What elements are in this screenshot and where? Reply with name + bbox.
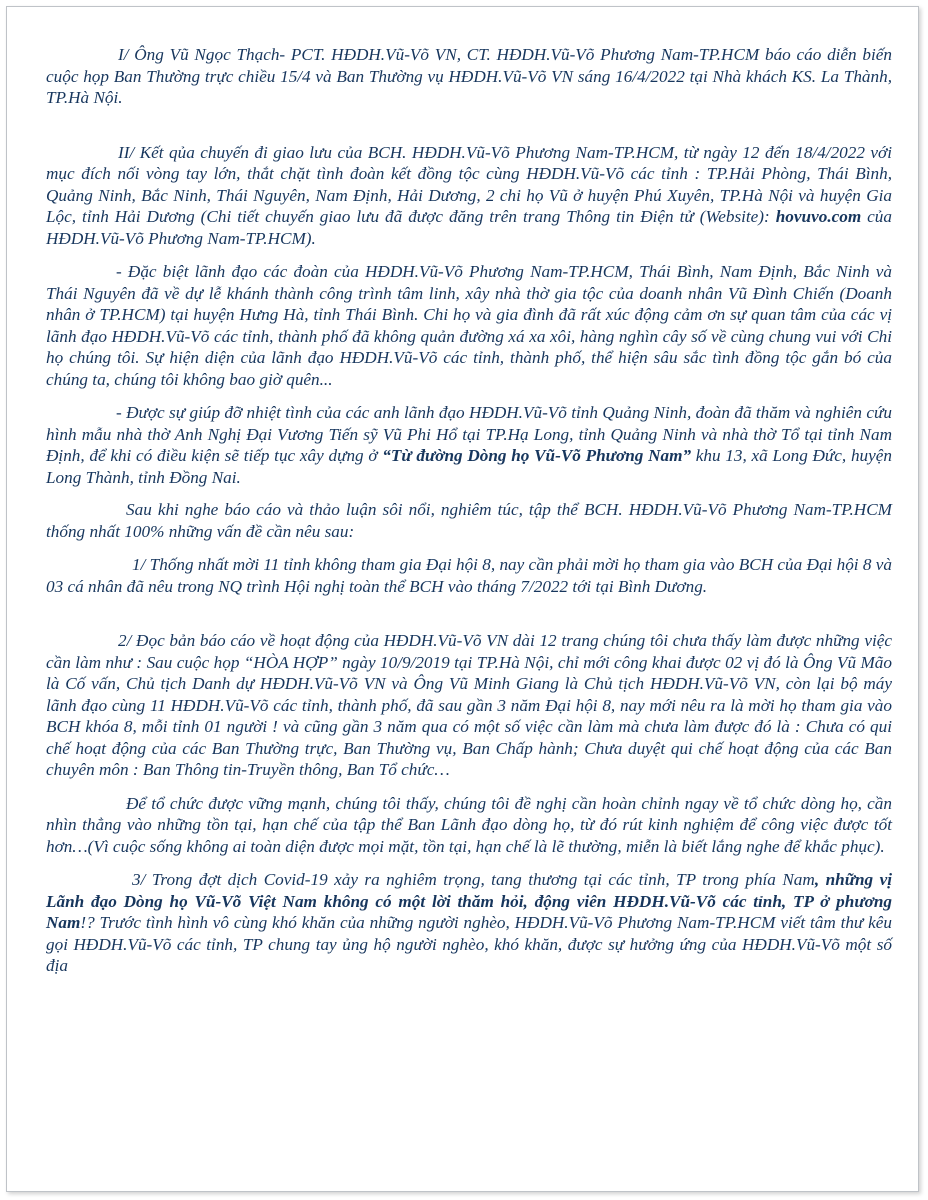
paragraph-1: I/ Ông Vũ Ngọc Thạch- PCT. HĐDH.Vũ-Võ VN, CT. HĐDH.Vũ-Võ Phương Nam-TP.HCM báo cáo diễn biến cuộc họp Ban Thường trực chiều 15/4 và Ban Thường vụ HĐDH.Vũ-Võ VN sáng 16/4/2022 tại Nhà khách KS. La Thành, TP.Hà Nội. <box>46 45 892 107</box>
paragraph-2: II/ Kết qủa chuyến đi giao lưu của BCH. HĐDH.Vũ-Võ Phương Nam-TP.HCM, từ ngày 12 đến 18/4/2022 với mục đích nối vòng tay lớn, thắt chặt tình đoàn kết đồng tộc cùng HĐDH.Vũ-Võ các tỉnh : TP.Hải Phòng, Thái Bình, Quảng Ninh, Bắc Ninh, Thái Nguyên, Nam Định, Hải Dương, 2 chi họ Vũ ở huyện Phú Xuyên, TP.Hà Nội và huyện Gia Lộc, tỉnh Hải Dương (Chi tiết chuyến giao lưu đã được đăng trên trang Thông tin Điện tử (Website): hovuvo.com của HĐDH.Vũ-Võ Phương Nam-TP.HCM). <box>46 142 892 248</box>
paragraph-7: 2/ Đọc bản báo cáo về hoạt động của HĐDH.Vũ-Võ VN dài 12 trang chúng tôi chưa thấy làm được những việc cần làm như : Sau cuộc họp “HÒA HỢP” ngày 10/9/2019 tại TP.Hà Nội, chỉ mới công khai được 02 vị đó là Ông Vũ Mão là Cố vấn, Chủ tịch Danh dự HĐDH.Vũ-Võ VN và Ông Vũ Minh Giang là Chủ tịch HĐDH.Vũ-Võ VN, còn lại bộ máy lãnh đạo cùng 11 HĐDH.Vũ-Võ các tỉnh, thành phố, đã sau gần 3 năm Đại hội 8, nay mới nêu ra là mời họ tham gia vào BCH khóa 8, mỗi tỉnh 01 người ! và cũng gần 3 năm qua có một số việc cần làm mà chưa làm được đó là : Chưa có qui chế hoạt động của các Ban Thường trực, Ban Thường vụ, Ban Chấp hành; Chưa duyệt qui chế hoạt động của các Ban chuyên môn : Ban Thông tin-Truyền thông, Ban Tổ chức… <box>46 631 892 779</box>
emphasis-text: , những vị Lãnh đạo Dòng họ Vũ-Võ Việt Nam không có một lời thăm hỏi, động viên HĐDH.Vũ-Võ các tỉnh, TP ở phương Nam <box>46 870 892 932</box>
website-link[interactable]: hovuvo.com <box>775 207 862 226</box>
document-body <box>46 44 892 977</box>
tu-duong-name: “Từ đường Dòng họ Vũ-Võ Phương Nam” <box>382 446 692 465</box>
paragraph-9: 3/ Trong đợt dịch Covid-19 xảy ra nghiêm trọng, tang thương tại các tỉnh, TP trong phía Nam, những vị Lãnh đạo Dòng họ Vũ-Võ Việt Nam không có một lời thăm hỏi, động viên HĐDH.Vũ-Võ các tỉnh, TP ở phương Nam!? Trước tình hình vô cùng khó khăn của những người nghèo, HĐDH.Vũ-Võ Phương Nam-TP.HCM viết tâm thư kêu gọi HĐDH.Vũ-Võ các tỉnh, TP chung tay ủng hộ người nghèo, khó khăn, được sự hưởng ứng của HĐDH.Vũ-Võ một số địa <box>46 870 892 975</box>
paragraph-5: Sau khi nghe báo cáo và thảo luận sôi nổi, nghiêm túc, tập thể BCH. HĐDH.Vũ-Võ Phương Nam-TP.HCM thống nhất 100% những vấn đề cần nêu sau: <box>46 500 892 541</box>
paragraph-8: Để tổ chức được vững mạnh, chúng tôi thấy, chúng tôi đề nghị cần hoàn chỉnh ngay về tổ chức dòng họ, cần nhìn thẳng vào những tồn tại, hạn chế của tập thể Ban Lãnh đạo dòng họ, từ đó rút kinh nghiệm để công việc được tốt hơn…(Vì cuộc sống không ai toàn diện được mọi mặt, tồn tại, hạn chế là lẽ thường, miễn là biết lắng nghe để khắc phục). <box>46 793 892 856</box>
paragraph-4: - Được sự giúp đỡ nhiệt tình của các anh lãnh đạo HĐDH.Vũ-Võ tỉnh Quảng Ninh, đoàn đã thăm và nghiên cứu hình mẫu nhà thờ Anh Nghị Đại Vương Tiến sỹ Vũ Phi Hổ tại TP.Hạ Long, tỉnh Quảng Ninh và nhà thờ Tổ tại tỉnh Nam Định, để khi có điều kiện sẽ tiếp tục xây dựng ở “Từ đường Dòng họ Vũ-Võ Phương Nam” khu 13, xã Long Đức, huyện Long Thành, tỉnh Đồng Nai. <box>46 403 892 487</box>
paragraph-3: - Đặc biệt lãnh đạo các đoàn của HĐDH.Vũ-Võ Phương Nam-TP.HCM, Thái Bình, Nam Định, Bắc Ninh và Thái Nguyên đã về dự lễ khánh thành công trình tâm linh, xây nhà thờ gia tộc của doanh nhân Vũ Đình Chiến (Doanh nhân ở TP.HCM) tại huyện Hưng Hà, tỉnh Thái Bình. Chi họ và gia đình đã rất xúc động cảm ơn sự quan tâm của các vị lãnh đạo HĐDH.Vũ-Võ các tỉnh, thành phố đã không quản đường xá xa xôi, hàng nghìn cây số về cùng chung vui với Chi họ chúng tôi. Sự hiện diện của lãnh đạo HĐDH.Vũ-Võ các tỉnh, thành phố, thể hiện sâu sắc tình đồng tộc gắn bó của chúng ta, chúng tôi không bao giờ quên... <box>46 262 892 389</box>
paragraph-6: 1/ Thống nhất mời 11 tỉnh không tham gia Đại hội 8, nay cần phải mời họ tham gia vào BCH của Đại hội 8 và 03 cá nhân đã nêu trong NQ trình Hội nghị toàn thể BCH vào tháng 7/2022 tới tại Bình Dương. <box>46 555 892 596</box>
